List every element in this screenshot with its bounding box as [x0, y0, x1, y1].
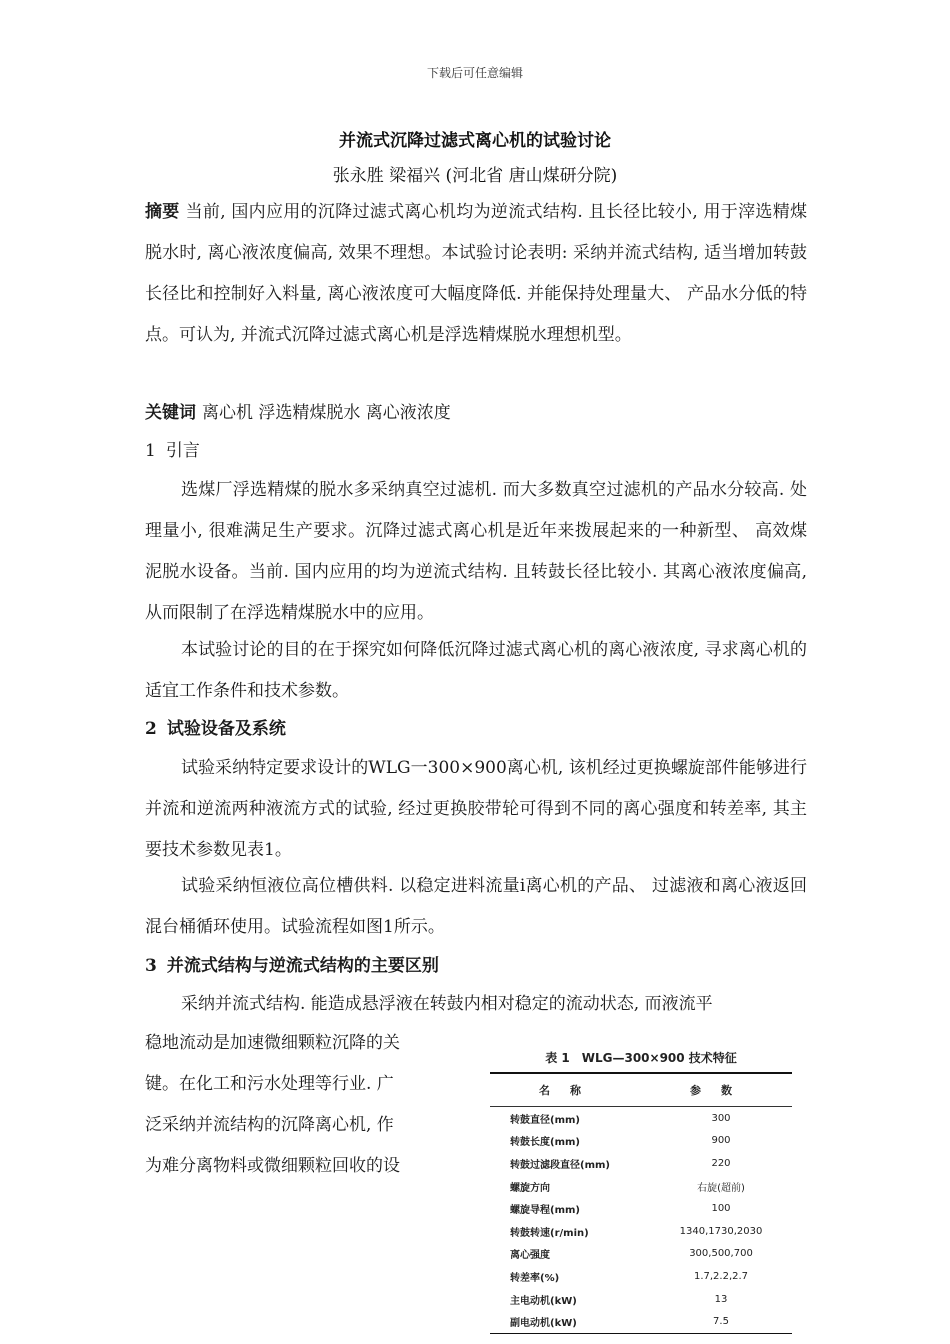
row-name: 转鼓过滤段直径(mm) [510, 1159, 610, 1171]
table-row [490, 1130, 792, 1153]
section-2-title: 试验设备及系统 [166, 719, 286, 739]
row-name: 副电动机(kW) [510, 1318, 577, 1330]
column-header-param: 参数 [690, 1084, 752, 1097]
row-value: 100 [711, 1203, 731, 1215]
wrapped-line: 键。在化工和污水处理等行业. 广 [145, 1074, 394, 1094]
section-1-paragraph-1: 选煤厂浮选精煤的脱水多采纳真空过滤机. 而大多数真空过滤机的产品水分较高. 处理量小, 很难满足生产要求。沉降过滤式离心机是近年来拨展起来的一种新型、 高效煤泥脱水设备。当前. 国内应用的均为逆流式结构. 且转鼓长径比较小. 其离心液浓度偏高, 从而限制了在浮选精煤脱水中的应用。 [145, 480, 807, 623]
row-name: 螺旋导程(mm) [510, 1205, 580, 1217]
section-3-paragraph-1: 采纳并流式结构. 能造成悬浮液在转鼓内相对稳定的流动状态, 而液流平 [181, 994, 713, 1014]
abstract-text: 当前, 国内应用的沉降过滤式离心机均为逆流式结构. 且长径比较小, 用于滓选精煤脱水时, 离心液浓度偏高, 效果不理想。本试验讨论表明: 采纳并流式结构, 适当增加转鼓长径比和控制好入料量, 离心液浓度可大幅度降低. 并能保持处理量大、 产品水分低的特点。可认为, 并流式沉降过滤式离心机是浮选精煤脱水理想机型。 [145, 202, 807, 345]
header-note: 下载后可任意编辑 [426, 66, 523, 80]
section-3-number: 3 [145, 956, 157, 976]
section-3-heading [145, 946, 439, 987]
table-row [490, 1175, 792, 1198]
column-header-name: 名称 [539, 1084, 601, 1097]
row-name: 转差率(%) [510, 1272, 560, 1284]
row-value: 300,500,700 [689, 1248, 753, 1260]
section-2-heading [145, 709, 286, 750]
abstract-label: 摘要 [145, 202, 180, 222]
table-row [490, 1288, 792, 1311]
document-title: 并流式沉降过滤式离心机的试验讨论 [339, 131, 611, 151]
row-value: 220 [711, 1157, 731, 1169]
section-3-wrapped-text [145, 1023, 445, 1187]
row-name: 离心强度 [510, 1250, 550, 1262]
section-2-paragraph-2: 试验采纳恒液位高位槽供料. 以稳定进料流量i离心机的产品、 过滤液和离心液返回混台桶循环使用。试验流程如图1所示。 [145, 876, 807, 937]
row-value: 300 [711, 1112, 731, 1124]
row-value: 1.7,2.2,2.7 [693, 1270, 749, 1282]
table-row [490, 1152, 792, 1175]
table-row [490, 1265, 792, 1288]
row-value: 右旋(超前) [697, 1182, 745, 1194]
keywords-text: 离心机 浮选精煤脱水 离心液浓度 [202, 403, 451, 423]
section-1-title: 引言 [165, 441, 200, 461]
row-value: 13 [714, 1293, 728, 1305]
section-2-paragraph-1: 试验采纳特定要求设计的WLG一300×900离心机, 该机经过更换螺旋部件能够进行并流和逆流两种液流方式的试验, 经过更换胶带轮可得到不同的离心强度和转差率, 其主要技术参数见表1。 [145, 758, 807, 860]
table-row [490, 1243, 792, 1266]
table-bottom-rule [490, 1333, 792, 1334]
section-3-title: 并流式结构与逆流式结构的主要区别 [166, 956, 439, 976]
technical-table [490, 1046, 792, 1334]
table-row [490, 1220, 792, 1243]
section-1-heading [145, 431, 200, 472]
row-name: 转鼓直径(mm) [510, 1114, 580, 1126]
row-value: 900 [711, 1135, 731, 1147]
keywords-line [145, 393, 807, 434]
row-name: 转鼓长度(mm) [510, 1137, 580, 1149]
row-name: 转鼓转速(r/min) [510, 1227, 589, 1239]
row-name: 螺旋方向 [510, 1182, 550, 1194]
wrapped-line: 泛采纳并流结构的沉降离心机, 作 [145, 1115, 394, 1135]
section-2-number: 2 [145, 719, 157, 739]
row-value: 1340,1730,2030 [679, 1225, 763, 1237]
wrapped-line: 为难分离物料或微细颗粒回收的设 [145, 1156, 400, 1176]
table-header-row [490, 1074, 792, 1107]
keywords-label: 关键词 [145, 403, 196, 423]
row-name: 主电动机(kW) [510, 1295, 577, 1307]
section-1-paragraph-2: 本试验讨论的目的在于探究如何降低沉降过滤式离心机的离心液浓度, 寻求离心机的适宜工作条件和技术参数。 [145, 640, 807, 701]
authors-line: 张永胜 梁福兴 (河北省 唐山煤研分院) [332, 166, 618, 186]
table-caption: 表 1 WLG—300×900 技术特征 [545, 1051, 737, 1065]
table-row [490, 1197, 792, 1220]
row-value: 7.5 [713, 1316, 729, 1328]
section-1-number: 1 [145, 441, 156, 461]
table-row [490, 1310, 792, 1333]
table-row [490, 1107, 792, 1130]
abstract-paragraph [145, 192, 807, 356]
wrapped-line: 稳地流动是加速微细颗粒沉降的关 [145, 1033, 400, 1053]
